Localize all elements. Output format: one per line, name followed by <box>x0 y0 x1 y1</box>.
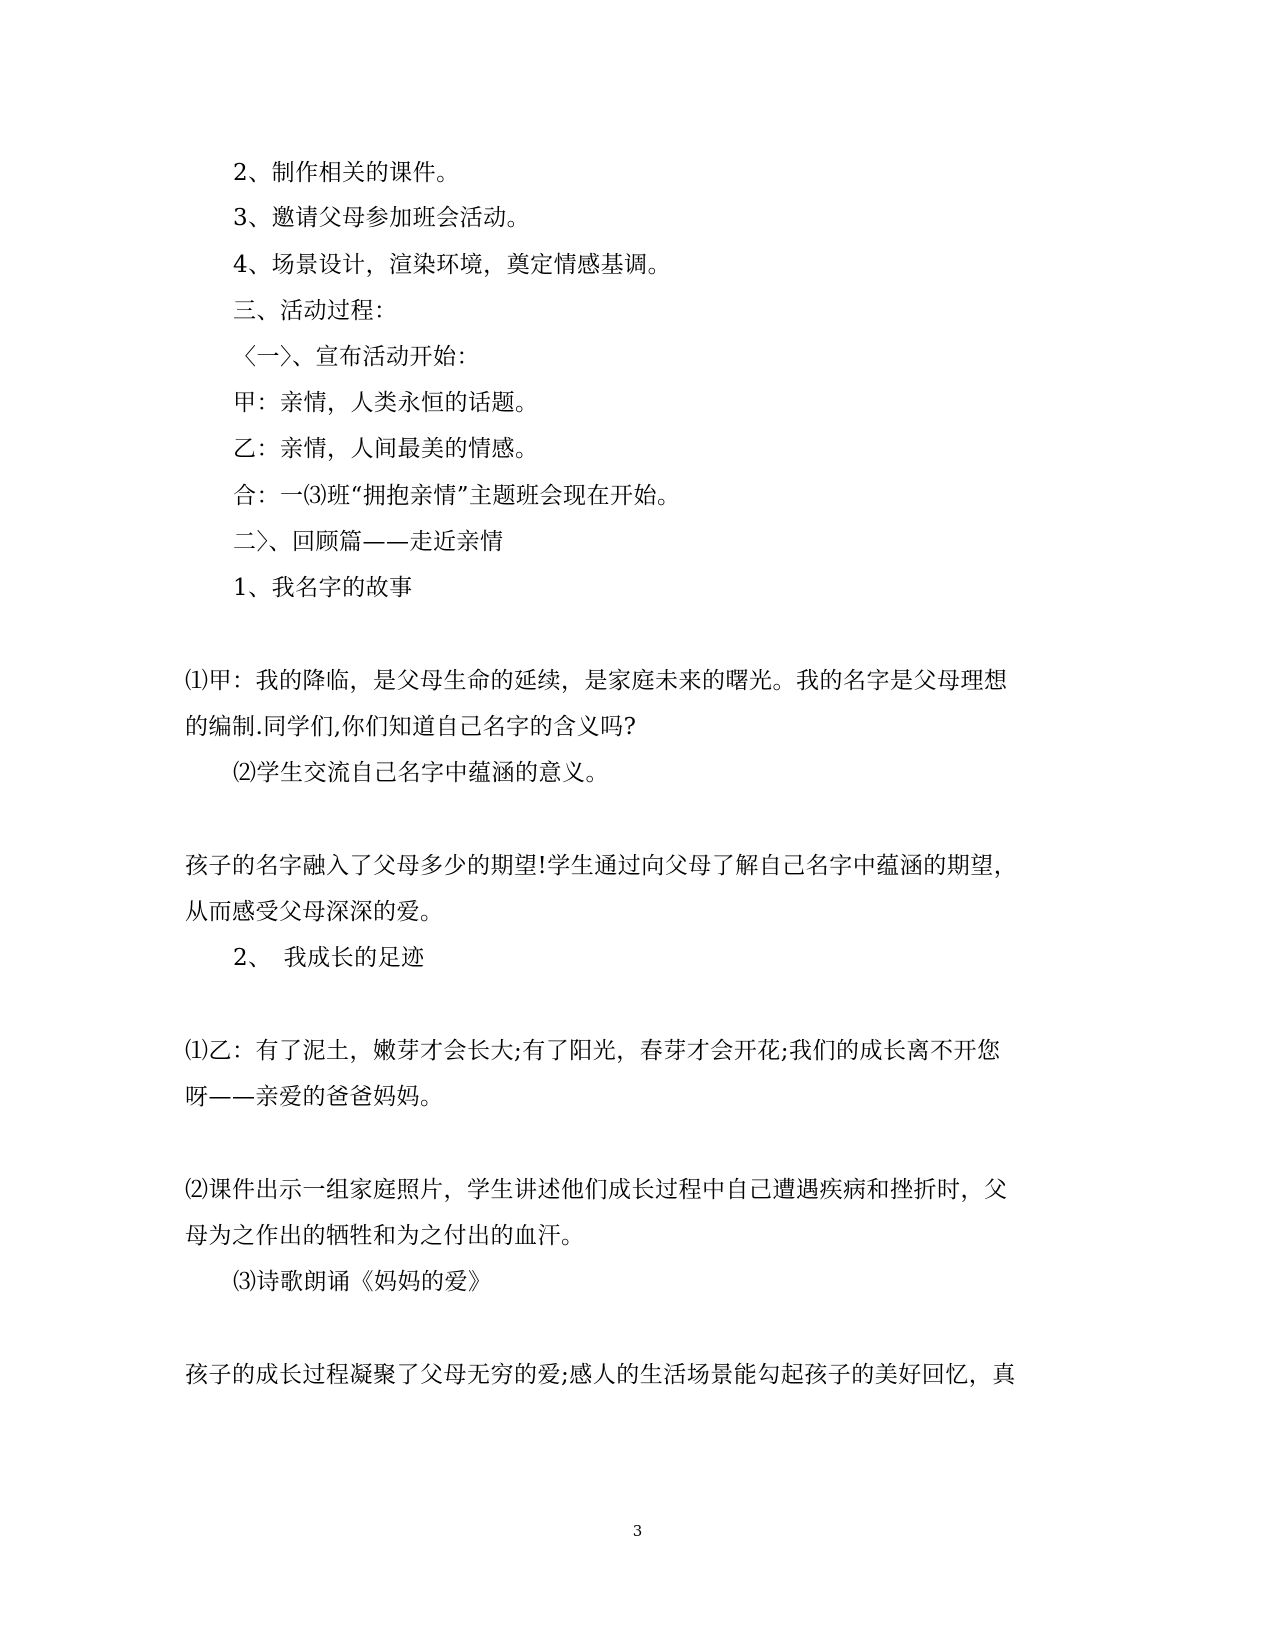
text-line: 3、邀请父母参加班会活动。 <box>233 205 531 231</box>
section-heading: 三、活动过程： <box>233 298 398 324</box>
text-line: 4、场景设计，渲染环境，奠定情感基调。 <box>233 252 672 278</box>
text-line: ⑴甲：我的降临，是父母生命的延续，是家庭未来的曙光。我的名字是父母理想 <box>185 668 1008 694</box>
text-line: 孩子的成长过程凝聚了父母无穷的爱;感人的生活场景能勾起孩子的美好回忆，真 <box>185 1362 1016 1388</box>
text-line: 从而感受父母深深的爱。 <box>185 899 444 925</box>
text-line: 呀——亲爱的爸爸妈妈。 <box>185 1084 444 1110</box>
text-line: 2、 我成长的足迹 <box>233 945 425 971</box>
subsection-heading: 二〉、回顾篇——走近亲情 <box>233 529 504 555</box>
text-line: 乙：亲情，人间最美的情感。 <box>233 436 539 462</box>
text-line: 2、制作相关的课件。 <box>233 160 460 186</box>
text-line: ⑴乙：有了泥土，嫩芽才会长大;有了阳光，春芽才会开花;我们的成长离不开您 <box>185 1038 1001 1064</box>
text-line: 甲：亲情，人类永恒的话题。 <box>233 390 539 416</box>
text-line: ⑵课件出示一组家庭照片，学生讲述他们成长过程中自己遭遇疾病和挫折时，父 <box>185 1177 1008 1203</box>
text-line: 合：一⑶班“拥抱亲情”主题班会现在开始。 <box>233 483 681 509</box>
page-number: 3 <box>632 1522 643 1540</box>
text-line: ⑶诗歌朗诵《妈妈的爱》 <box>233 1269 492 1295</box>
text-line: 的编制.同学们,你们知道自己名字的含义吗? <box>185 714 637 740</box>
subsection-heading: 〈一〉、宣布活动开始： <box>233 344 480 370</box>
text-line: 母为之作出的牺牲和为之付出的血汗。 <box>185 1223 585 1249</box>
text-line: 孩子的名字融入了父母多少的期望!学生通过向父母了解自己名字中蕴涵的期望， <box>185 853 1018 879</box>
text-line: ⑵学生交流自己名字中蕴涵的意义。 <box>233 760 609 786</box>
text-line: 1、我名字的故事 <box>233 575 413 601</box>
